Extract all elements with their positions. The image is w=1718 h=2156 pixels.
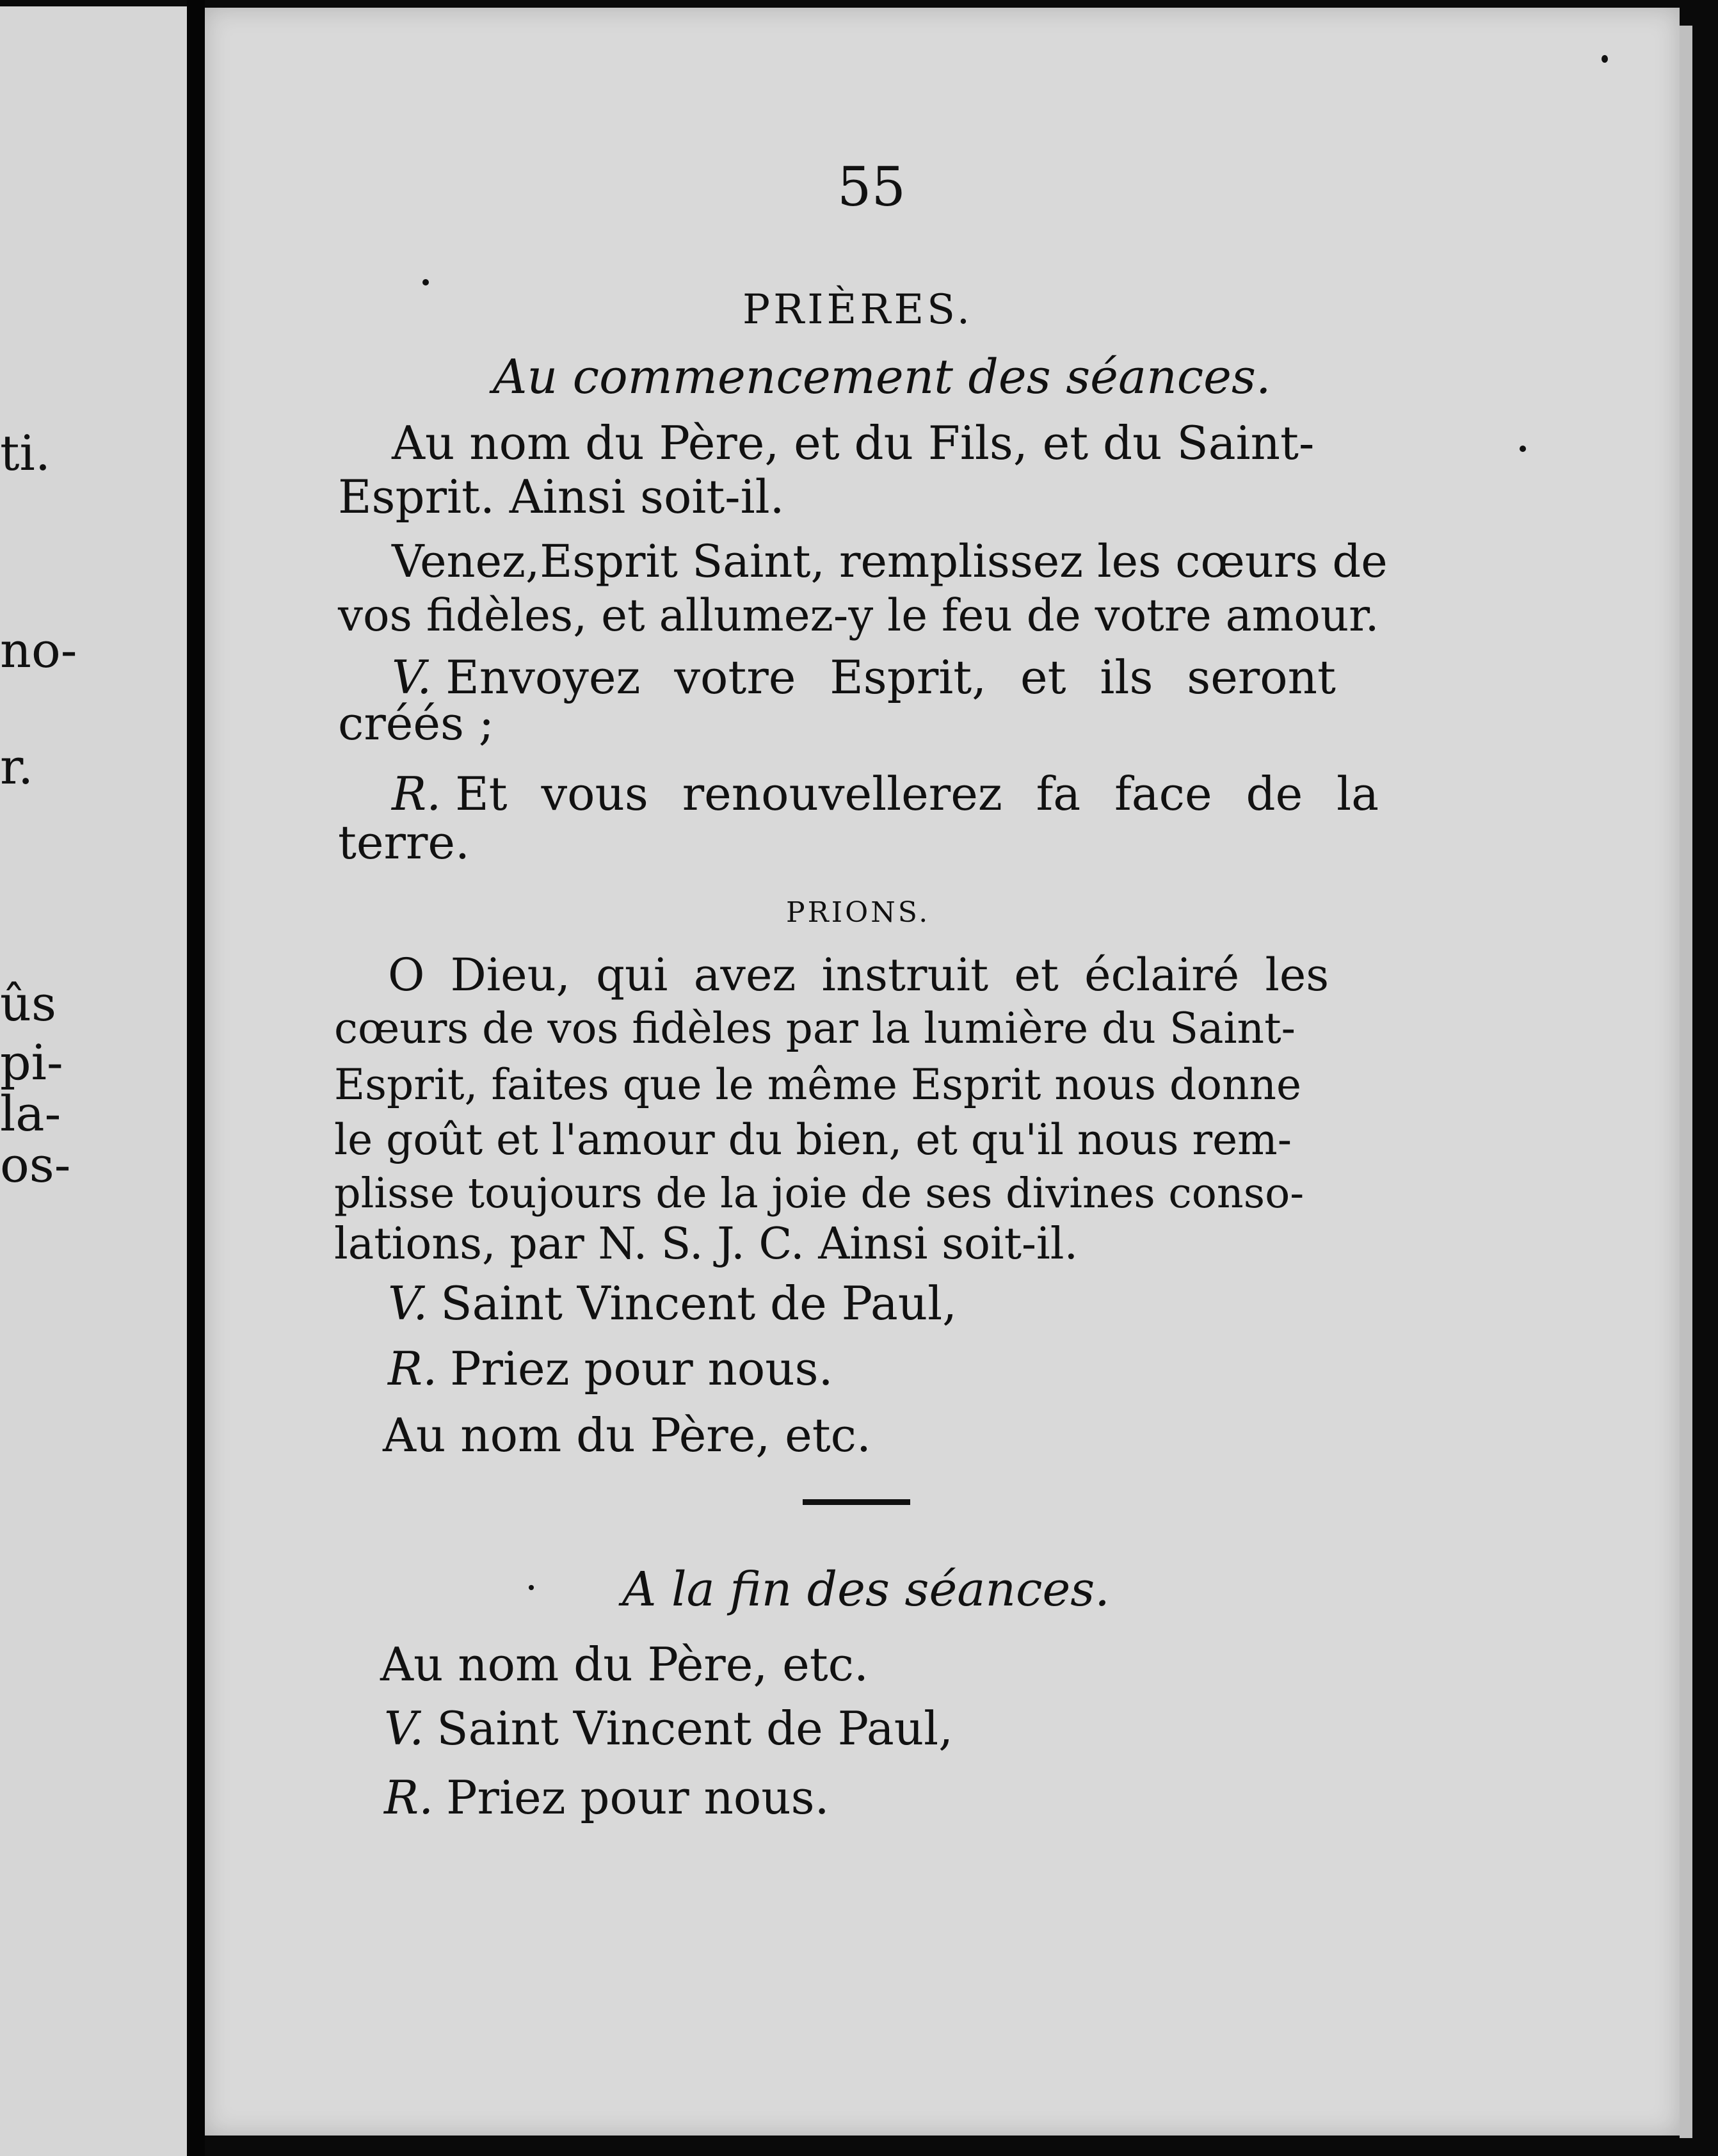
prayer-line: le goût et l'amour du bien, et qu'il nous rem- (334, 1115, 1292, 1164)
subheading-closing: A la fin des séances. (622, 1562, 1110, 1617)
versicle-line (384, 1701, 954, 1755)
book-gutter (187, 0, 205, 2156)
response-line (384, 1771, 830, 1824)
section-heading: PRIÈRES. (743, 286, 974, 334)
left-fragment: ûs (0, 975, 56, 1032)
left-fragment: la- (0, 1085, 61, 1142)
versicle-line: créés ; (338, 696, 495, 750)
response-line: terre. (338, 816, 470, 869)
prayer-line: lations, par N. S. J. C. Ainsi soit-il. (334, 1219, 1079, 1269)
left-fragment: pi- (0, 1034, 63, 1091)
response-marker: R. (384, 1771, 434, 1824)
ink-speck (422, 279, 429, 286)
versicle-text: Saint Vincent de Paul, (440, 1276, 958, 1330)
page-edge (1680, 26, 1692, 2138)
versicle-marker: V. (388, 1276, 428, 1330)
response-text: Priez pour nous. (450, 1342, 833, 1396)
response-text: Priez pour nous. (446, 1771, 830, 1824)
section-divider (803, 1499, 910, 1505)
left-fragment: no- (0, 622, 77, 679)
previous-page-strip (0, 6, 187, 2156)
page-number: 55 (837, 156, 906, 218)
ink-speck (1602, 55, 1608, 63)
response-line (388, 1342, 833, 1396)
paragraph-line: Venez,Esprit Saint, remplissez les cœurs de (392, 535, 1388, 588)
paragraph-line (392, 416, 1381, 470)
prayer-line: O Dieu, qui avez instruit et éclairé les (388, 949, 1329, 1001)
response-text: Et vous renouvellerez fa face de la (455, 767, 1379, 821)
prions-heading: PRIONS. (786, 896, 931, 929)
versicle-text: Envoyez votre Esprit, et ils seront (446, 650, 1336, 704)
left-fragment: r. (0, 738, 34, 795)
left-fragment: ti. (0, 424, 51, 481)
versicle-marker: V. (392, 650, 432, 704)
ink-speck (529, 1585, 534, 1590)
versicle-marker: V. (384, 1701, 424, 1755)
paragraph-line: Esprit. Ainsi soit-il. (338, 470, 785, 524)
left-fragment: os- (0, 1136, 71, 1193)
versicle-line (388, 1276, 958, 1330)
prayer-line: Esprit, faites que le même Esprit nous donne (334, 1060, 1302, 1109)
ink-speck (1520, 446, 1526, 452)
versicle-text: Saint Vincent de Paul, (437, 1701, 954, 1755)
subheading-opening: Au commencement des séances. (493, 350, 1271, 405)
closing-line: Au nom du Père, etc. (380, 1637, 869, 1691)
prayer-line: cœurs de vos fidèles par la lumière du Saint- (334, 1004, 1296, 1053)
response-line (392, 767, 1379, 821)
closing-line: Au nom du Père, etc. (383, 1408, 871, 1462)
response-marker: R. (388, 1342, 438, 1396)
paragraph-line-text: Au nom du Père, et du Fils, et du Saint- (392, 416, 1315, 470)
prayer-line: plisse toujours de la joie de ses divines conso- (334, 1170, 1305, 1218)
versicle-line (392, 650, 1381, 704)
paragraph-line: vos fidèles, et allumez-y le feu de votre amour. (338, 590, 1379, 641)
response-marker: R. (392, 767, 442, 821)
